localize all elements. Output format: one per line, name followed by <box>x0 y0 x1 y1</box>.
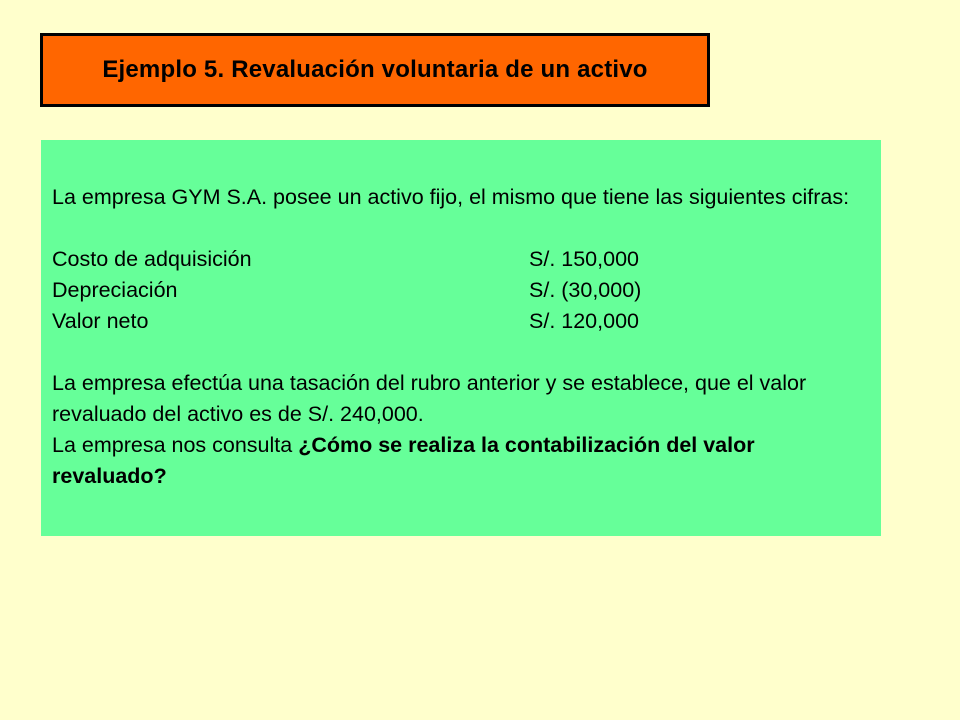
question-paragraph <box>52 430 870 492</box>
figure-row <box>52 244 870 275</box>
figure-row <box>52 306 870 337</box>
spacer <box>52 337 870 368</box>
question-text: ¿Cómo se realiza la contabilización del valor revaluado? <box>52 433 755 488</box>
question-prefix: La empresa nos consulta <box>52 433 299 457</box>
figure-label: Depreciación <box>52 278 178 302</box>
intro-paragraph: La empresa GYM S.A. posee un activo fijo, el mismo que tiene las siguientes cifras: <box>52 185 850 209</box>
figure-row <box>52 275 870 306</box>
figure-label: Valor neto <box>52 309 149 333</box>
title-box <box>40 33 710 107</box>
spacer <box>52 213 870 244</box>
figure-value: S/. 150,000 <box>529 247 639 271</box>
tasacion-paragraph: La empresa efectúa una tasación del rubro anterior y se establece, que el valor revaluado del activo es de S/. 240,000. <box>52 371 807 426</box>
figure-label: Costo de adquisición <box>52 247 252 271</box>
figure-value: S/. 120,000 <box>529 309 639 333</box>
slide-title: Ejemplo 5. Revaluación voluntaria de un activo <box>102 56 648 83</box>
content-box <box>41 140 881 536</box>
figure-value: S/. (30,000) <box>529 278 642 302</box>
